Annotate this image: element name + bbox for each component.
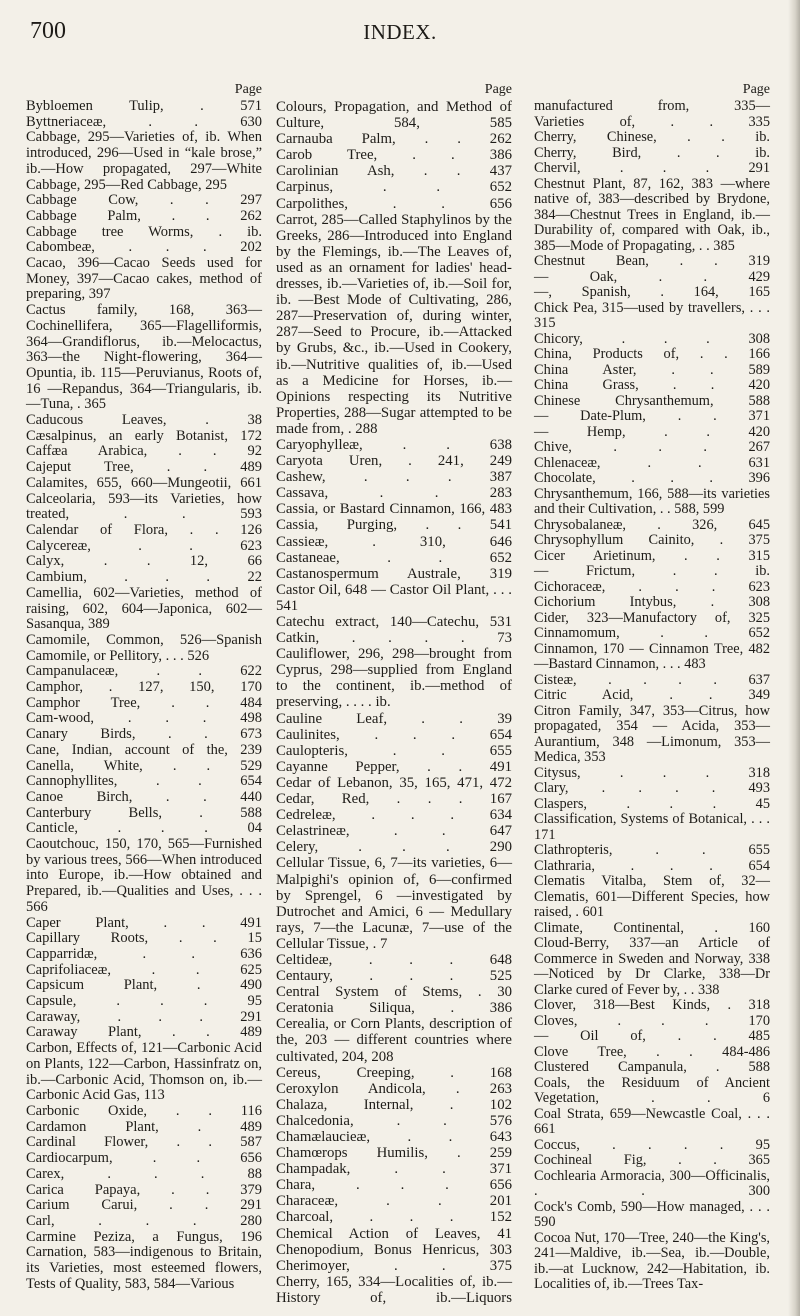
- index-entry: Castanospermum Australe, 319: [276, 565, 512, 582]
- index-entry: Canticle, . . . 04: [26, 820, 262, 837]
- index-entry: China Aster, . . 589: [534, 361, 770, 378]
- index-entry: Cereus, Creeping, . 168: [276, 1064, 512, 1081]
- index-entry: Cassia, or Bastard Cinnamon, 166, 483: [276, 501, 512, 518]
- index-entry: Caffæa Arabica, . . 92: [26, 443, 262, 460]
- index-entry: Clematis Vitalba, Stem of, 32—Clematis, 601—Different Species, how raised, . 601: [534, 873, 770, 920]
- index-entry: Clove Tree, . . 484-486: [534, 1043, 770, 1060]
- index-entry: Camphor, . 127, 150, 170: [26, 679, 262, 696]
- page-column-heading: Page: [484, 82, 512, 97]
- index-entry: Characeæ, . . 201: [276, 1193, 512, 1210]
- index-entry: Chara, . . . 656: [276, 1177, 512, 1194]
- page-column-heading: Page: [234, 82, 262, 97]
- index-entry: Cochineal Fig, . . 365: [534, 1152, 770, 1168]
- index-entry: Chrysobalaneæ, . 326, 645: [534, 516, 770, 533]
- index-entry: Cinnamon, 170 — Cinnamon Tree, 482—Bastard Cinnamon, . . . 483: [534, 640, 770, 672]
- index-entry: Celery, . . . 290: [276, 839, 512, 856]
- index-entry: Carrot, 285—Called Staphylinos by the Greeks, 286—Introduced into England by the Flemings, ib.—The Leaves of, used as an ornament for ladies' head-dresses, ib.—Varieties of, ib.—Soil for, ib. —Best Mode of Cultivating, 286, 287—Preservation of, during winter, 287—Seed to Procure, ib.—Attacked by Grubs, &c., ib.—Used in Cookery, ib.—Nutritive qualities of, ib.—Used as a Medicine for Horses, ib.—Opinions respecting its Nutritive Properties, 288—Sugar attempted to be made from, . 288: [276, 211, 512, 437]
- index-entry: Cellular Tissue, 6, 7—its varieties, 6—Malpighi's opinion of, 6—confirmed by Sprengel, 6 —investigated by Dutrochet and Amici, 6 — Medullary rays, 7—the Lacunæ, 7—use of the Cellular Tissue, . 7: [276, 855, 512, 952]
- index-entry: Carbon, Effects of, 121—Carbonic Acid on Plants, 122—Carbon, Hassinfratz on, ib.—Carbonic Acid, Thomson on, ib.—Carbonic Acid Gas, 113: [26, 1040, 262, 1104]
- index-entry: Cactus family, 168, 363—Cochinellifera, 365—Flagelliformis, 364—Grandiflorus, ib.—Melocactus, 363—the Night-flowering, 364—Opuntia, ib. 115—Peruvianus, Roots of, 16 —Repandus, 364—Triangularis, ib.—Tuna, . 365: [26, 302, 262, 413]
- index-entry: China, Products of, . . 166: [534, 346, 770, 362]
- index-entry: Cerealia, or Corn Plants, description of the, 203 — different countries where cultivated, 204, 208: [276, 1016, 512, 1065]
- index-entry: Carl, . . . 280: [26, 1212, 262, 1229]
- index-entry: Capsicum Plant, . 490: [26, 977, 262, 994]
- index-entry: Cauliflower, 296, 298—brought from Cyprus, 298—supplied from England to the continent, ib.—method of preserving, . . . . ib.: [276, 646, 512, 711]
- index-entry: Carolinian Ash, . . 437: [276, 163, 512, 180]
- index-entry: Canary Birds, . . 673: [26, 726, 262, 743]
- index-entry: Cannophyllites, . . 654: [26, 773, 262, 790]
- index-entry: Chick Pea, 315—used by travellers, . . . 315: [534, 299, 770, 331]
- index-entry: Cichoraceæ, . . . 623: [534, 578, 770, 595]
- index-entry: — Date-Plum, . . 371: [534, 408, 770, 424]
- index-entry: Castor Oil, 648 — Castor Oil Plant, . . . 541: [276, 581, 512, 614]
- index-entry: Calceolaria, 593—its Varieties, how treated, . . 593: [26, 490, 262, 523]
- index-entry: Cabbage tree Worms, . ib.: [26, 223, 262, 240]
- page-edge-shadow: [788, 0, 800, 1316]
- index-entry: Central System of Stems, . 30: [276, 984, 512, 1001]
- index-entry: Camellia, 602—Varieties, method of raising, 602, 604—Japonica, 602—Sasanqua, 389: [26, 584, 262, 633]
- index-entry: Clathraria, . . . 654: [534, 857, 770, 874]
- index-entry: Chocolate, . . . 396: [534, 470, 770, 486]
- index-entry: Cherry, Bird, . . ib.: [534, 144, 770, 161]
- index-entry: Cacao, 396—Cacao Seeds used for Money, 397—Cacao cakes, method of preparing, 397: [26, 255, 262, 303]
- index-entry: Bybloemen Tulip, . 571: [26, 98, 262, 114]
- index-entry: Cedar, Red, . . . 167: [276, 791, 512, 808]
- index-entry: Chervil, . . . 291: [534, 160, 770, 176]
- index-entry: Chamælaucieæ, . . 643: [276, 1129, 512, 1145]
- index-entry: Cedar of Lebanon, 35, 165, 471, 472: [276, 774, 512, 791]
- index-entry: China Grass, . . 420: [534, 377, 770, 393]
- index-entry: Chalaza, Internal, . 102: [276, 1096, 512, 1113]
- index-entry: Cherry, Chinese, . . ib.: [534, 129, 770, 145]
- index-entry: Caryota Uren, . 241, 249: [276, 453, 512, 470]
- index-entry: Castaneae, . . 652: [276, 549, 512, 566]
- index-entry: Cherimoyer, . . 375: [276, 1257, 512, 1274]
- index-entry: Coal Strata, 659—Newcastle Coal, . . . 661: [534, 1105, 770, 1137]
- index-column-3: [534, 82, 770, 1293]
- index-entry: Campanulaceæ, . . 622: [26, 663, 262, 680]
- index-entry: Coccus, . . . . 95: [534, 1136, 770, 1153]
- index-entry: Cambium, . . . 22: [26, 569, 262, 586]
- index-entry: Cardiocarpum, . . 656: [26, 1150, 262, 1167]
- index-entry: Chicory, . . . 308: [534, 330, 770, 347]
- index-entry: Canella, White, . . 529: [26, 757, 262, 774]
- index-entry: Cabbage, 295—Varieties of, ib. When introduced, 296—Used in “kale brose,” ib.—How propagated, 297—White Cabbage, 295—Red Cabbage, 295: [26, 129, 262, 193]
- index-entry: Claspers, . . . 45: [534, 795, 770, 812]
- index-entry: Cider, 323—Manufactory of, 325: [534, 609, 770, 626]
- index-entry: Chive, . . . 267: [534, 439, 770, 455]
- index-entry: Carium Carui, . . 291: [26, 1197, 262, 1214]
- index-entry: Cochlearia Armoracia, 300—Officinalis, . . 300: [534, 1167, 770, 1199]
- index-entry: Ceroxylon Andicola, . 263: [276, 1080, 512, 1097]
- index-entry: Chrysanthemum, 166, 588—its varieties and their Cultivation, . . 588, 599: [534, 485, 770, 517]
- index-entry: Carpinus, . . 652: [276, 179, 512, 196]
- index-entry: Cherry, 165, 334—Localities of, ib.—History of, ib.—Liquors: [276, 1273, 512, 1306]
- index-entry: Chestnut Plant, 87, 162, 383 —where native of, 383—described by Brydone, 384—Chestnut Trees in England, ib.—Durability of, compared with Oak, ib., 385—Mode of Propagating, . . 385: [534, 175, 770, 254]
- index-entry: Capparridæ, . . 636: [26, 945, 262, 962]
- index-entry: Chemical Action of Leaves, 41: [276, 1225, 512, 1242]
- index-entry: Cardinal Flower, . . 587: [26, 1134, 262, 1151]
- index-entry: Calendar of Flora, . . 126: [26, 521, 262, 538]
- index-entry: Calycereæ, . . 623: [26, 537, 262, 554]
- index-entry: Caducous Leaves, . 38: [26, 412, 262, 429]
- index-entry: Citric Acid, . . 349: [534, 687, 770, 703]
- index-entry: Calyx, . . 12, 66: [26, 553, 262, 570]
- index-entry: Catechu extract, 140—Catechu, 531: [276, 614, 512, 630]
- index-entry: Climate, Continental, . 160: [534, 919, 770, 936]
- index-entry: Centaury, . . . 525: [276, 968, 512, 985]
- index-entry: Cicer Arietinum, . . 315: [534, 547, 770, 564]
- index-entry: Cauline Leaf, . . 39: [276, 710, 512, 727]
- index-entry: Chestnut Bean, . . 319: [534, 253, 770, 269]
- index-entry: Cabbage Palm, . . 262: [26, 207, 262, 224]
- index-entry: Cassia, Purging, . . 541: [276, 517, 512, 534]
- page-number: 700: [30, 18, 66, 44]
- index-column-2: [276, 82, 512, 1306]
- index-entry: Cabombeæ, . . . 202: [26, 239, 262, 256]
- index-entry: Chrysophyllum Cainito, . 375: [534, 532, 770, 548]
- index-entry: Calamites, 655, 660—Mungeotii, 661: [26, 474, 262, 491]
- index-entry: Canterbury Bells, . 588: [26, 804, 262, 821]
- index-entry: Caraway, . . . 291: [26, 1008, 262, 1025]
- index-entry: Caoutchouc, 150, 170, 565—Furnished by various trees, 566—When introduced into Europe, ib.—How obtained and Prepared, ib.—Qualities and Uses, . . . 566: [26, 836, 262, 915]
- index-entry: Champadak, . . 371: [276, 1161, 512, 1178]
- index-entry: Cock's Comb, 590—How managed, . . . 590: [534, 1198, 770, 1230]
- index-entry: Caulopteris, . . 655: [276, 742, 512, 759]
- index-entry: manufactured from, 335—: [534, 98, 770, 114]
- index-entry: Chenopodium, Bonus Henricus, 303: [276, 1241, 512, 1258]
- index-entry: — Oil of, . . 485: [534, 1028, 770, 1044]
- index-column-1: [26, 82, 262, 1292]
- index-entry: Clathropteris, . . 655: [534, 842, 770, 858]
- index-entry: Cardamon Plant, . 489: [26, 1118, 262, 1135]
- index-entry: Charcoal, . . . 152: [276, 1209, 512, 1226]
- index-entry: Cichorium Intybus, . 308: [534, 594, 770, 610]
- index-entry: Chlenaceæ, . . 631: [534, 454, 770, 471]
- index-entry: Citysus, . . . 318: [534, 764, 770, 781]
- index-entry: Chinese Chrysanthemum, 588: [534, 392, 770, 409]
- index-entry: Celtideæ, . . . 648: [276, 951, 512, 968]
- index-entry: Cisteæ, . . . . 637: [534, 671, 770, 688]
- index-entry: Chalcedonia, . . 576: [276, 1112, 512, 1129]
- index-entry: —, Spanish, . 164, 165: [534, 284, 770, 300]
- index-entry: Cabbage Cow, . . 297: [26, 192, 262, 209]
- index-entry: Byttneriaceæ, . . 630: [26, 113, 262, 130]
- index-entry: Cajeput Tree, . . 489: [26, 459, 262, 476]
- index-entry: Carnation, 583—indigenous to Britain, its Varieties, most esteemed flowers, Tests of Quality, 583, 584—Various: [26, 1244, 262, 1292]
- index-entry: Capillary Roots, . . 15: [26, 930, 262, 947]
- index-entry: Carmine Peziza, a Fungus, 196: [26, 1228, 262, 1245]
- index-entry: Caraway Plant, . . 489: [26, 1024, 262, 1041]
- index-entry: Cloud-Berry, 337—an Article of Commerce in Sweden and Norway, 338—Noticed by Dr Clarke, 338—Dr Clarke cured of Fever by, . . 338: [534, 935, 770, 998]
- index-entry: Classification, Systems of Botanical, . . . 171: [534, 811, 770, 843]
- index-entry: Cloves, . . . 170: [534, 1012, 770, 1029]
- index-entry: Caulinites, . . . 654: [276, 726, 512, 743]
- index-entry: Citron Family, 347, 353—Citrus, how propagated, 354 — Acida, 353—Aurantium, 348 —Limonum, 353—Medica, 353: [534, 702, 770, 765]
- index-entry: Cayanne Pepper, . . 491: [276, 758, 512, 775]
- index-entry: Carex, . . . 88: [26, 1165, 262, 1182]
- index-entry: Varieties of, . . 335: [534, 113, 770, 130]
- index-entry: Canoe Birch, . . 440: [26, 788, 262, 805]
- index-entry: Clary, . . . . 493: [534, 780, 770, 796]
- index-entry: Caryophylleæ, . . 638: [276, 436, 512, 453]
- index-entry: Chamœrops Humilis, . 259: [276, 1145, 512, 1162]
- index-entry: Camomile, Common, 526—Spanish Camomile, or Pellitory, . . . 526: [26, 631, 262, 664]
- page-column-heading: Page: [742, 82, 770, 97]
- index-entry: Catkin, . . . . 73: [276, 630, 512, 647]
- index-entry: Clover, 318—Best Kinds, . 318: [534, 997, 770, 1013]
- index-entry: — Oak, . . 429: [534, 268, 770, 285]
- index-entry: Caper Plant, . . 491: [26, 914, 262, 931]
- index-entry: Clustered Campanula, . 588: [534, 1059, 770, 1075]
- index-entry: Camphor Tree, . . 484: [26, 694, 262, 711]
- index-entry: Carob Tree, . . 386: [276, 147, 512, 164]
- index-entry: Cæsalpinus, an early Botanist, 172: [26, 427, 262, 444]
- index-entry: Caprifoliaceæ, . . 625: [26, 961, 262, 978]
- index-entry: Carbonic Oxide, . . 116: [26, 1103, 262, 1119]
- index-entry: Carpolithes, . . 656: [276, 195, 512, 212]
- index-entry: — Hemp, . . 420: [534, 423, 770, 440]
- index-entry: Cashew, . . . 387: [276, 469, 512, 486]
- index-entry: Cassieæ, . 310, 646: [276, 533, 512, 550]
- index-entry: — Frictum, . . ib.: [534, 563, 770, 579]
- index-entry: Cinnamomum, . . 652: [534, 625, 770, 641]
- index-entry: Cocoa Nut, 170—Tree, 240—the King's, 241—Maldive, ib.—Sea, ib.—Double, ib.—at Lucknow, 242—Habitation, ib. Localities of, ib.—Trees Tax-: [534, 1229, 770, 1292]
- index-entry: Cam-wood, . . . 498: [26, 710, 262, 727]
- index-entry: Coals, the Residuum of Ancient Vegetation, . . 6: [534, 1074, 770, 1106]
- index-entry: Carica Papaya, . . 379: [26, 1181, 262, 1198]
- index-entry: Celastrineæ, . . 647: [276, 823, 512, 840]
- index-entry: Capsule, . . . 95: [26, 993, 262, 1010]
- index-entry: Colours, Propagation, and Method of Culture, 584, 585: [276, 99, 512, 132]
- index-entry: Carnauba Palm, . . 262: [276, 131, 512, 148]
- index-entry: Cane, Indian, account of the, 239: [26, 741, 262, 758]
- index-entry: Ceratonia Siliqua, . 386: [276, 1000, 512, 1017]
- running-head-title: INDEX.: [363, 20, 437, 44]
- index-entry: Cedreleæ, . . . 634: [276, 807, 512, 824]
- index-entry: Cassava, . . 283: [276, 485, 512, 502]
